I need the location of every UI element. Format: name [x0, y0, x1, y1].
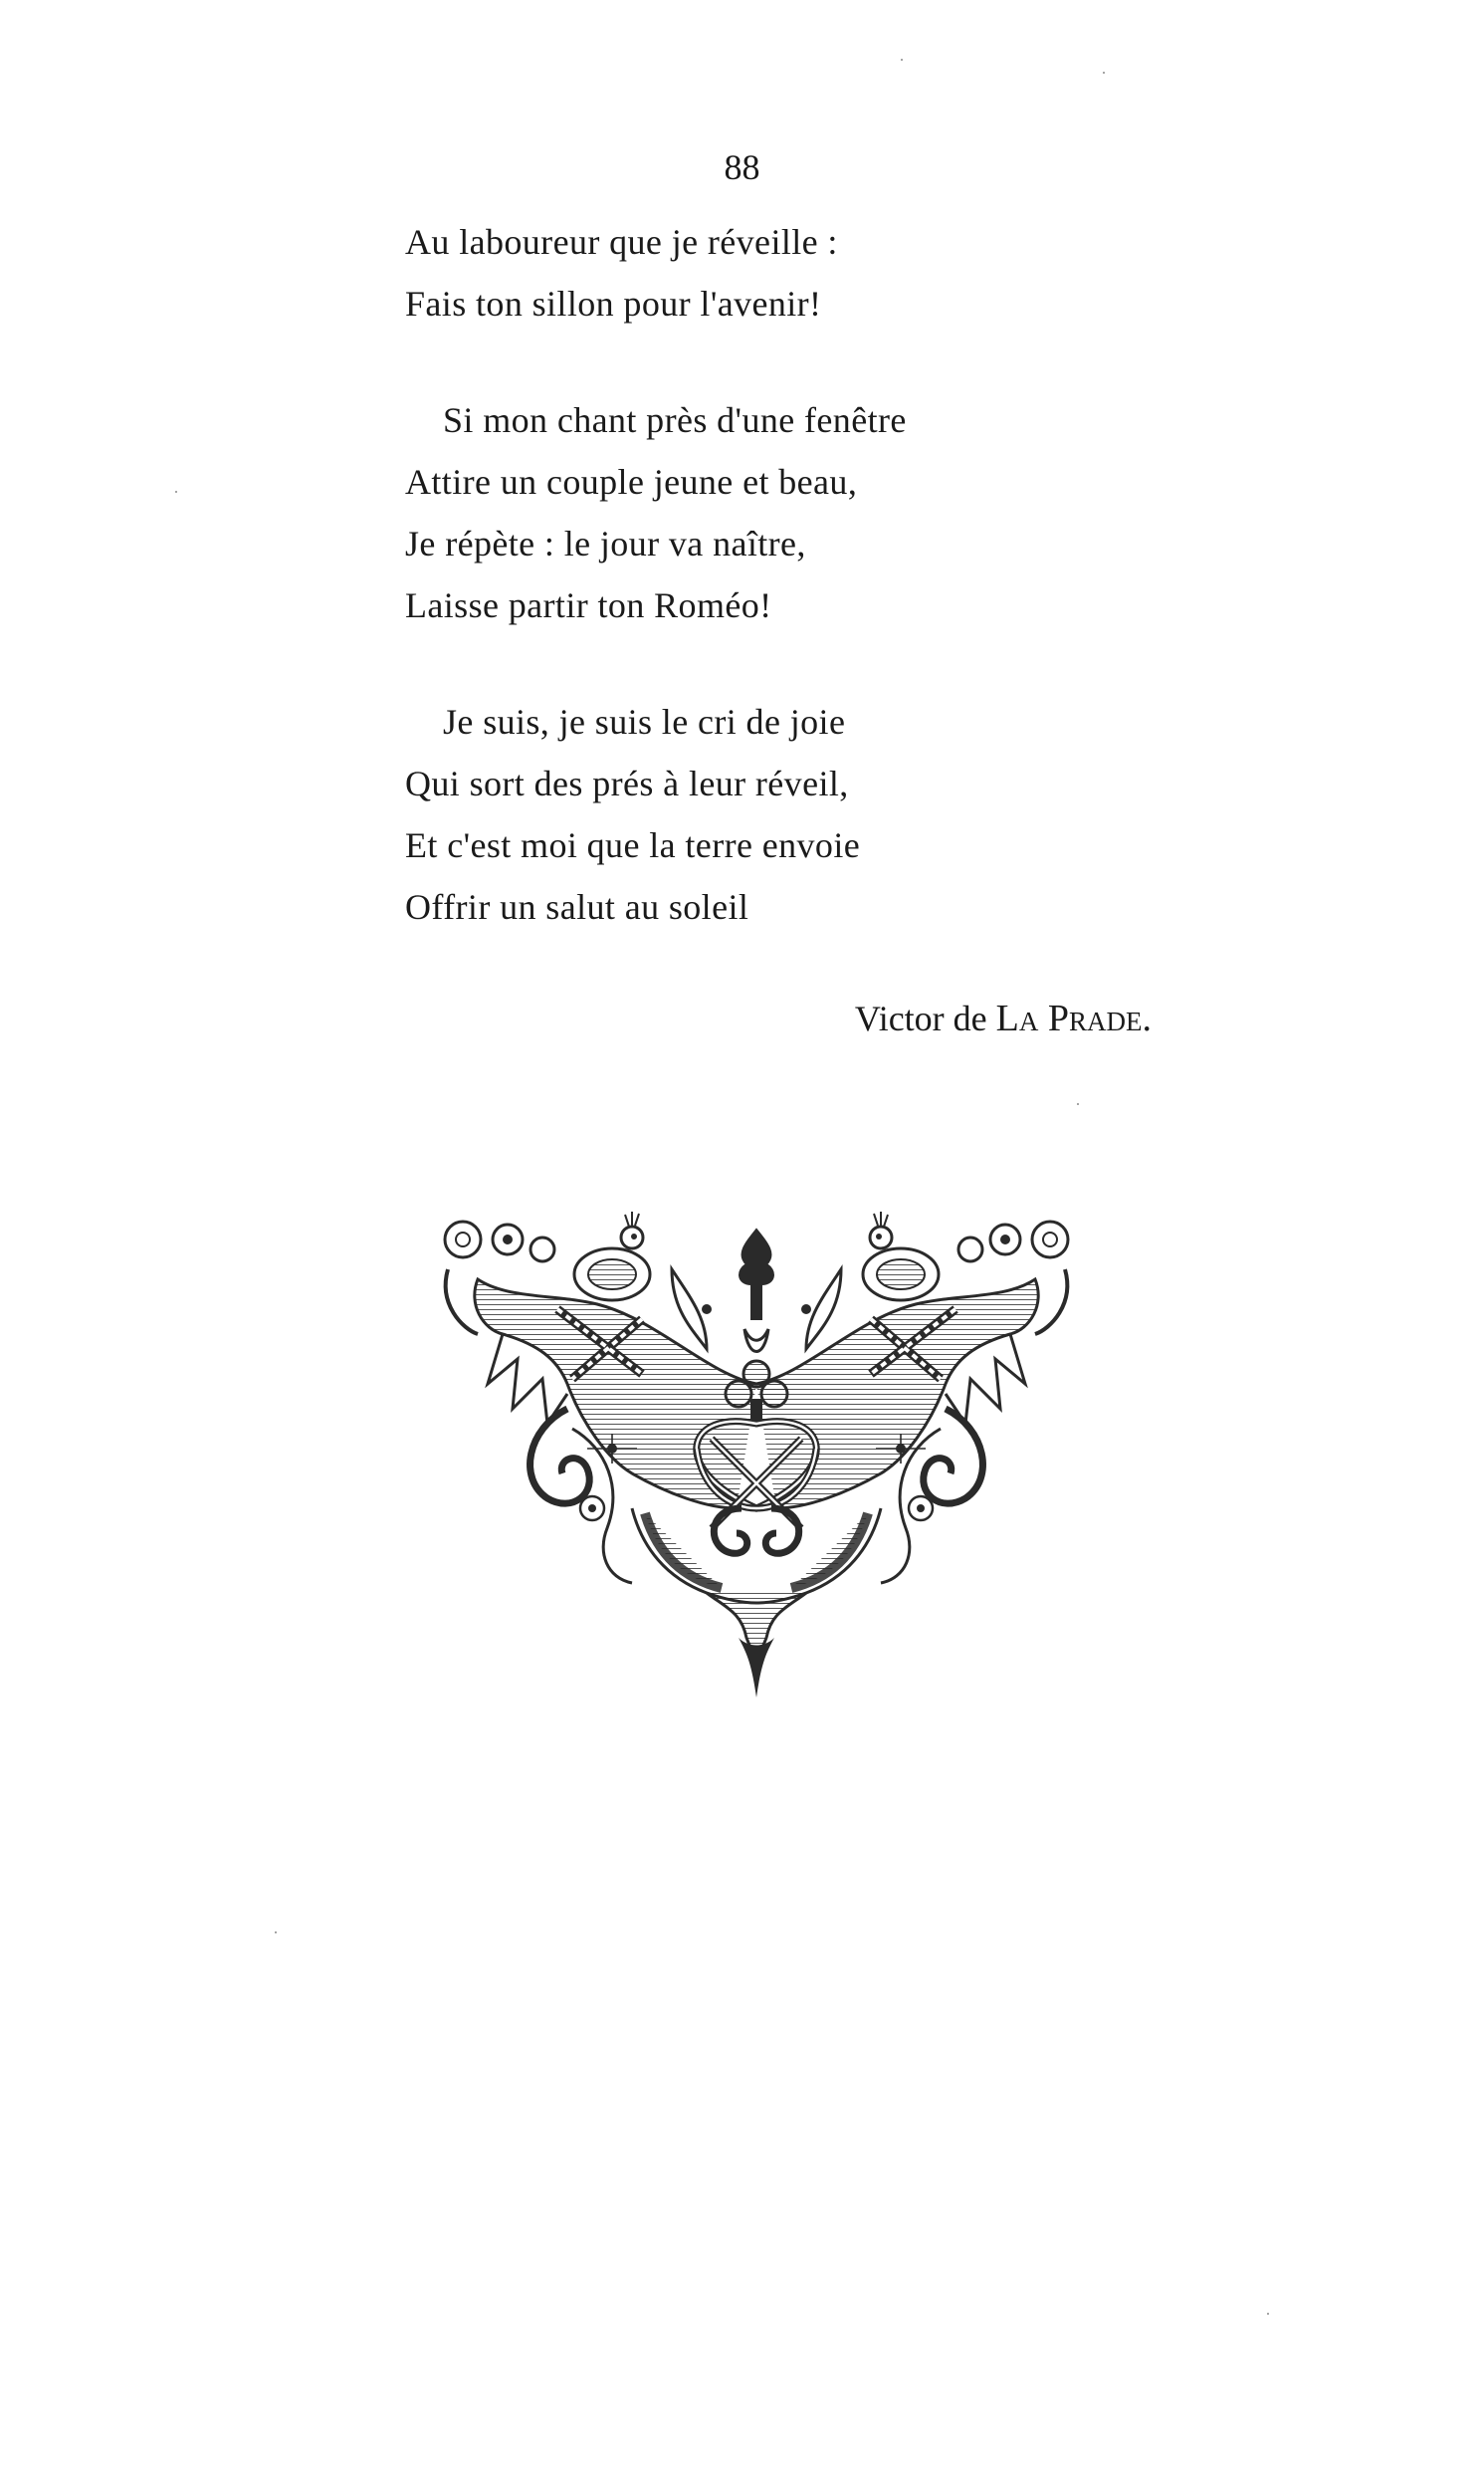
poem-line: Offrir un salut au soleil: [405, 887, 749, 927]
page-number: 88: [724, 147, 760, 187]
poem: [405, 211, 1162, 993]
poem-line: Au laboureur que je réveille :: [405, 222, 838, 262]
poem-line: Si mon chant près d'une fenêtre: [443, 400, 907, 440]
poem-line: Je suis, je suis le cri de joie: [443, 702, 846, 742]
signature-prefix: Victor de: [854, 999, 996, 1038]
stanza-3: [405, 691, 1162, 938]
author-signature: [855, 988, 1152, 1049]
poem-line: Qui sort des prés à leur réveil,: [405, 764, 849, 803]
poem-line: Laisse partir ton Roméo!: [405, 585, 772, 625]
decorative-tailpiece-icon: [408, 1210, 1105, 1707]
poem-line: Attire un couple jeune et beau,: [405, 462, 858, 502]
stanza-2: [405, 389, 1162, 636]
poem-line: Je répète : le jour va naître,: [405, 524, 806, 563]
poem-line: Fais ton sillon pour l'avenir!: [405, 284, 822, 324]
signature-surname: La Prade.: [995, 998, 1152, 1039]
stanza-1: [405, 211, 1162, 335]
poem-line: Et c'est moi que la terre envoie: [405, 825, 861, 865]
